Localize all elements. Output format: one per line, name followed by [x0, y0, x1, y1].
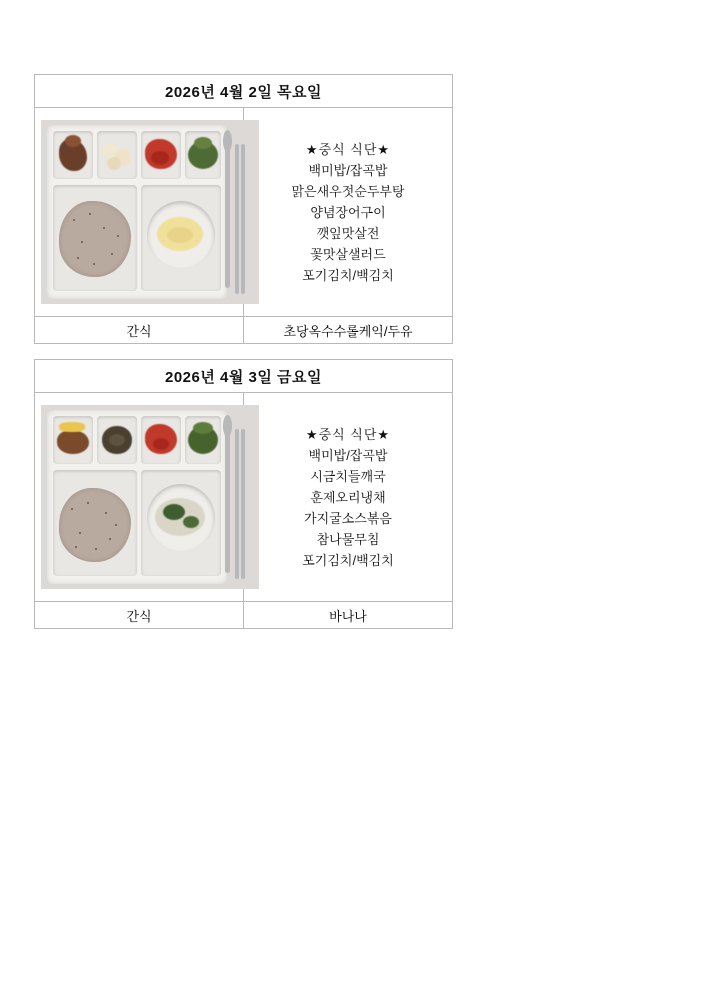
lunch-item: 백미밥/잡곡밥 — [308, 447, 388, 463]
utensils-2 — [223, 415, 247, 575]
tray-photo-image-1 — [41, 120, 259, 304]
snack-row — [35, 317, 453, 344]
tray-photo-day-1 — [35, 108, 244, 317]
lunch-item: 참나물무침 — [316, 531, 380, 547]
food-tray-1 — [47, 125, 227, 299]
lunch-item: 가지굴소스볶음 — [304, 510, 392, 526]
menu-table-day-2 — [34, 359, 453, 629]
snack-value-day-2: 바나나 — [244, 602, 453, 629]
lunch-heading-1: ★중식 식단★ — [305, 141, 391, 157]
tray-compartment-rice-1 — [53, 185, 137, 291]
lunch-item: 훈제오리냉채 — [310, 489, 386, 505]
lunch-item: 양념장어구이 — [310, 204, 386, 220]
snack-row — [35, 602, 453, 629]
menu-date-day-1: 2026년 4월 2일 목요일 — [35, 75, 453, 108]
lunch-item: 깻잎맛살전 — [316, 225, 380, 241]
tray-compartment-4 — [185, 416, 221, 464]
lunch-item: 맑은새우젓순두부탕 — [291, 183, 405, 199]
tray-compartment-4 — [185, 131, 221, 179]
date-row — [35, 360, 453, 393]
menu-table-day-1 — [34, 74, 453, 344]
menu-date-day-2: 2026년 4월 3일 금요일 — [35, 360, 453, 393]
lunch-menu-day-2 — [244, 393, 453, 602]
lunch-menu-day-1 — [244, 108, 453, 317]
snack-label-day-1: 간식 — [35, 317, 244, 344]
tray-compartment-soup-1 — [141, 185, 221, 291]
tray-compartment-2 — [97, 416, 137, 464]
tray-photo-image-2 — [41, 405, 259, 589]
tray-compartment-3 — [141, 131, 181, 179]
lunch-item: 포기김치/백김치 — [302, 267, 394, 283]
snack-value-day-1: 초당옥수수롤케익/두유 — [244, 317, 453, 344]
tray-compartment-soup-2 — [141, 470, 221, 576]
tray-compartment-3 — [141, 416, 181, 464]
tray-compartment-1 — [53, 416, 93, 464]
content-row — [35, 108, 453, 317]
content-row — [35, 393, 453, 602]
lunch-item: 백미밥/잡곡밥 — [308, 162, 388, 178]
tray-compartment-2 — [97, 131, 137, 179]
lunch-heading-2: ★중식 식단★ — [305, 426, 391, 442]
tray-compartment-1 — [53, 131, 93, 179]
lunch-item: 시금치들깨국 — [310, 468, 386, 484]
food-tray-2 — [47, 410, 227, 584]
date-row — [35, 75, 453, 108]
lunch-item: 꽃맛살샐러드 — [310, 246, 386, 262]
tray-photo-day-2 — [35, 393, 244, 602]
utensils-1 — [223, 130, 247, 290]
tray-compartment-rice-2 — [53, 470, 137, 576]
snack-label-day-2: 간식 — [35, 602, 244, 629]
lunch-item: 포기김치/백김치 — [302, 552, 394, 568]
